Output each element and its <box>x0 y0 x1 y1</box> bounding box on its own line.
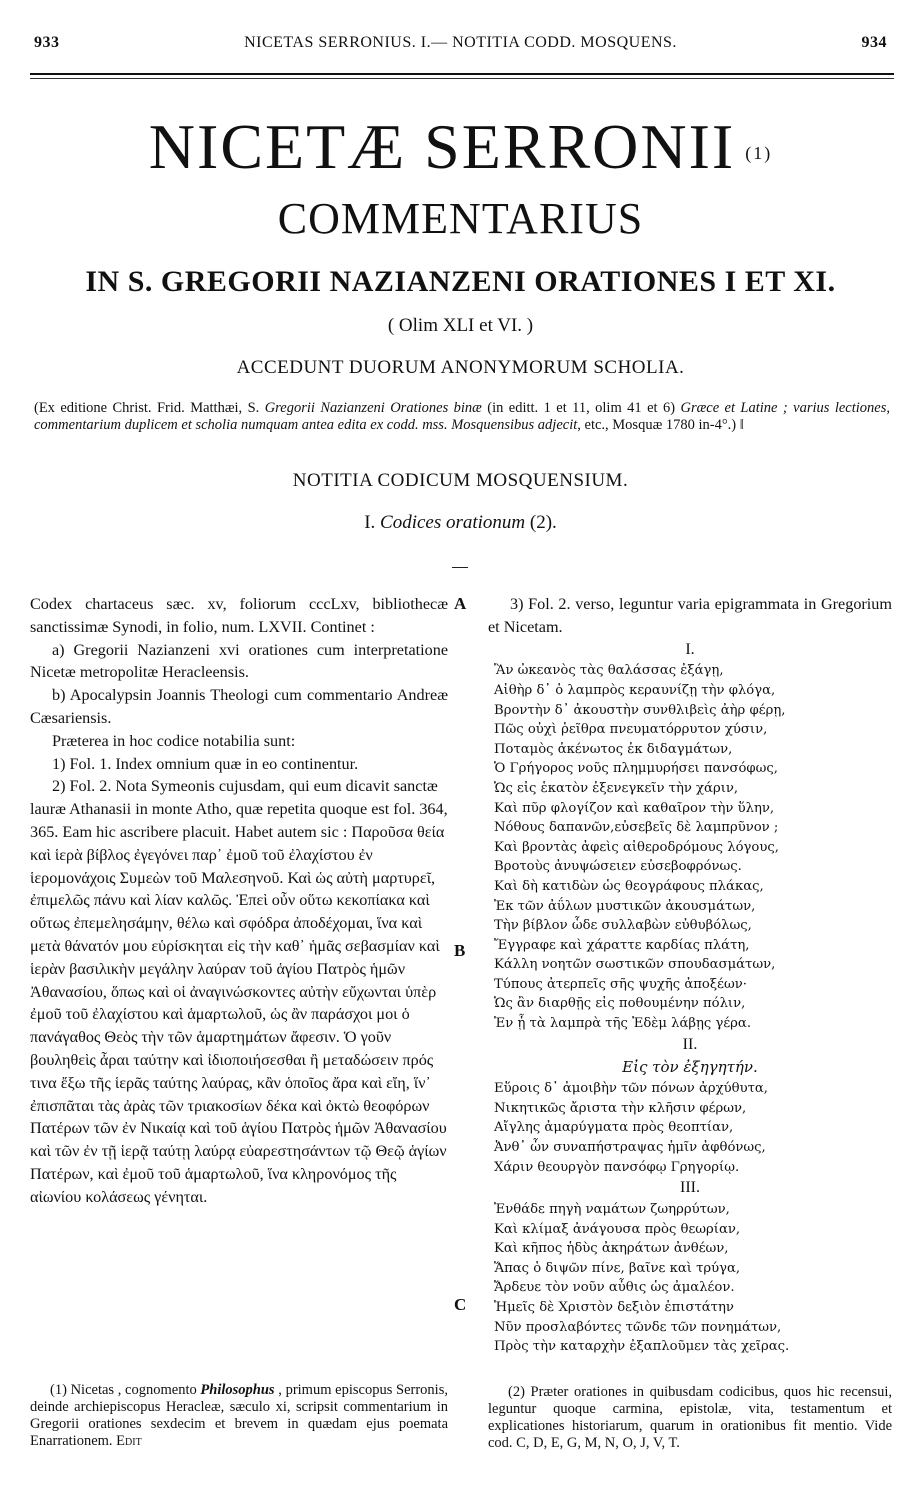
margin-letter-c: C <box>454 1295 467 1314</box>
verse-line: Τύπους ἀτερπεῖς σῆς ψυχῆς ἀποξέων· <box>494 976 747 992</box>
verse-line: Ἐνθάδε πηγὴ ναμάτων ζωηρρύτων, <box>494 1202 730 1218</box>
left-paragraph: 2) Fol. 2. Nota Symeonis cujusdam, qui eum dicavit sanctæ lauræ Athanasii in monte Atho, quæ repetita quoque est fol. 364, 365. Eam hic ascribere placuit. Habet autem sic : Παροῦσα θεία καὶ ἱερὰ βίβλος ἐγεγόνει παρ᾽ ἐμοῦ τοῦ ἐλαχίστου ἐν ἱερομονάχοις Συμεὼν τοῦ Μαλεσηνοῦ. Καὶ ὡς αὐτὴ μαρτυρεῖ, ἐπιμελῶς πάνυ καὶ λίαν καλῶς. Ἐπεὶ οὖν οὕτω κεκοπίακα καὶ οὕτως ἐπεμελησάμην, θέλω καὶ σφόδρα ἀποδέχομαι, ἵνα καὶ μετὰ θάνατόν μου εὑρίσκηται εἰς τὴν καθ᾽ ἡμᾶς σεβασμίαν καὶ ἱερὰν βασιλικὴν μεγάλην λαύραν τοῦ ἁγίου Πατρὸς ἡμῶν Ἀθανασίου, ὅπως καὶ οἱ ἀναγινώσκοντες αὐτὴν εὔχωνται ὑπὲρ ἐμοῦ τοῦ ἐλαχίστου καὶ ἁμαρτωλοῦ, ὡς ἂν παράσχοι μοι ὁ πανάγαθος Θεὸς τὴν τῶν ἁμαρτημάτων ἄφεσιν. Ὁ γοῦν βουληθεὶς ἆραι ταύτην καὶ ἰδιοποιήσεσθαι ἢ μεταδώσειν πρός τινα ἔξω τῆς ἱερᾶς ταύτης λαύρας, κἂν ὁποῖος ἄρα καὶ εἴη, ἵν᾽ ἐπισπᾶται τὰς ἀρὰς τῶν τριακοσίων δέκα καὶ ὀκτὼ θεοφόρων Πατέρων τῶν ἐν Νικαίᾳ καὶ τοῦ ἁγίου Πατρὸς ἡμῶν Ἀθανασίου καὶ τῶν ἐν τῇ ἱερᾷ ταύτῃ λαύρᾳ εὐαρεστησάντων τῷ Θεῷ ἁγίων Πατέρων, καὶ ἐμοῦ τοῦ ἁμαρτωλοῦ, ἵνα κληρονόμος τῆς αἰωνίου κολάσεως γένηται. <box>30 777 448 1206</box>
sub-italic: Codices orationum <box>380 512 526 533</box>
verse-line: Ἡμεῖς δὲ Χριστὸν δεξιὸν ἐπιστάτην <box>494 1300 734 1315</box>
epigram-2 <box>488 1079 892 1177</box>
footnote-2 <box>488 1384 892 1452</box>
notitia-heading: NOTITIA CODICUM MOSQUENSIUM. <box>292 470 629 491</box>
verse-line: Νικητικῶς ἄριστα τὴν κλῆσιν φέρων, <box>494 1100 747 1116</box>
left-paragraph: Præterea in hoc codice notabilia sunt: <box>52 731 296 750</box>
left-paragraph: Codex chartaceus sæc. xv, foliorum cccLxv, bibliothecæ sanctissimæ Synodi, in folio, num. LXVII. Continet : <box>30 595 448 636</box>
verse-line: Πρὸς τὴν καταρχὴν ἐξαπλοῦμεν τὰς χεῖρας. <box>494 1339 790 1355</box>
verse-line: Κάλλη νοητῶν σωστικῶν σπουδασμάτων, <box>494 957 776 973</box>
verse-line: Τὴν βίβλον ὧδε συλλαβὼν εὐθυβόλως, <box>494 918 752 934</box>
verse-line: Ἂν ὠκεανὸς τὰς θαλάσσας ἐξάγῃ, <box>494 663 724 679</box>
page-number-right: 934 <box>861 34 887 51</box>
notitia-subheading <box>0 512 921 534</box>
verse-line: Εὕροις δ᾽ ἀμοιβὴν τῶν πόνων ἀρχύθυτα, <box>494 1081 768 1097</box>
fn1-d: Edit <box>116 1433 142 1449</box>
verse-line: Καὶ δὴ κατιδὼν ὡς θεογράφους πλάκας, <box>494 878 764 894</box>
edition-note <box>34 400 890 434</box>
footnote-ref-1: (1) <box>745 143 773 163</box>
verse-line: Ἅπας ὁ διψῶν πίνε, βαῖνε καὶ τρύγα, <box>494 1260 741 1276</box>
right-intro: 3) Fol. 2. verso, leguntur varia epigrammata in Gregorium et Nicetam. <box>488 595 892 636</box>
epigram-subheading-2: Εἰς τὸν ἐξηγητήν. <box>622 1058 758 1077</box>
page-number-left: 933 <box>34 34 60 51</box>
epigram-heading-1: I. <box>685 640 695 658</box>
verse-line: Ἄρδευε τὸν νοῦν αὖθις ὡς ἀμαλέον. <box>494 1280 735 1296</box>
title-olim: ( Olim XLI et VI. ) <box>387 315 534 336</box>
margin-letter-b: B <box>454 941 466 960</box>
verse-line: Νόθους δαπανῶν,εὐσεβεῖς δὲ λαμπρῦνον ; <box>494 820 779 836</box>
verse-line: Ἐκ τῶν ἀΰλων μυστικῶν ἀκουσμάτων, <box>494 898 756 914</box>
left-column <box>30 593 448 1209</box>
epigram-heading-3: III. <box>680 1179 700 1197</box>
epigram-3 <box>488 1200 892 1357</box>
verse-line: Ὡς ἂν διαρθῇς εἰς ποθουμένην πόλιν, <box>494 996 746 1012</box>
footnote-2-text: (2) Præter orationes in quibusdam codicibus, quos hic recensui, leguntur quoque carmina, epistolæ, vita, testamentum et explicationes historiarum, quarum in orationibus fit mentio. Vide cod. C, D, E, G, M, N, O, J, V, T. <box>488 1384 892 1451</box>
title-subject: IN S. GREGORII NAZIANZENI ORATIONES I ET XI. <box>85 265 836 298</box>
verse-line: Βροντὴν δ᾽ ἀκουστὴν συνθλιβεὶς ἀὴρ φέρῃ, <box>494 702 786 718</box>
verse-line: Ἐν ᾗ τὰ λαμπρὰ τῆς Ἐδὲμ λάβῃς γέρα. <box>494 1016 752 1032</box>
fn1-b: Philosophus <box>200 1382 275 1398</box>
section-dash <box>452 567 468 568</box>
footnote-1 <box>30 1382 448 1450</box>
verse-line: Ὁ Γρήγορος νοῦς πλημμυρήσει πανσόφως, <box>494 761 779 777</box>
verse-line: Καὶ κλίμαξ ἀνάγουσα πρὸς θεωρίαν, <box>494 1221 741 1237</box>
main-title <box>0 112 921 182</box>
verse-line: Καὶ κῆπος ἡδὺς ἀκηράτων ἀνθέων, <box>494 1241 729 1257</box>
left-paragraph: 1) Fol. 1. Index omnium quæ in eo continentur. <box>52 754 359 773</box>
verse-line: Βροτοὺς ἀνυψώσειεν εὐσεβοφρόνως. <box>494 859 742 875</box>
verse-line: Ποταμὸς ἀκένωτος ἐκ διδαγμάτων, <box>494 741 733 757</box>
running-head <box>34 34 887 58</box>
left-paragraph: a) Gregorii Nazianzeni xvi orationes cum interpretatione Nicetæ metropolitæ Heracleensis. <box>30 640 448 682</box>
head-rule-thick <box>30 73 894 75</box>
footnote-1-text <box>30 1382 448 1450</box>
margin-letter-a: A <box>454 594 467 613</box>
verse-line: Ὡς εἰς ἑκατὸν ἐξενεγκεῖν τὴν χάριν, <box>494 780 739 796</box>
sub-suffix: (2). <box>525 512 557 533</box>
sub-prefix: I. <box>364 512 381 533</box>
verse-line: Χάριν θεουργὸν πανσόφῳ Γρηγορίῳ. <box>494 1159 740 1175</box>
verse-line: Καὶ βροντὰς ἀφεὶς αἰθεροδρόμους λόγους, <box>494 839 779 855</box>
edition-part2: Gregorii Nazianzeni Orationes binæ <box>264 400 482 416</box>
edition-part4: Græce et Latine ; varius lectiones, commentarium duplicem et scholia numquam antea edita ex codd. mss. Mosquensibus adjecit <box>34 400 890 433</box>
verse-line: Νῦν προσλαβόντες τῶνδε τῶν πονημάτων, <box>494 1319 782 1335</box>
verse-line: Ἀνθ᾽ ὧν συναπήστραψας ἡμῖν ἀφθόνως, <box>494 1140 766 1156</box>
fn1-c: , primum episcopus Serronis, deinde archiepiscopus Heracleæ, sæculo xi, scripsit commentarium in Gregorii orationes sexdecim et brevem in quædam ejus poemata Enarrationem. <box>30 1382 448 1449</box>
right-column <box>488 593 892 1357</box>
verse-line: Αἴγλης ἀμαρύγματα πρὸς θεοπτίαν, <box>494 1120 734 1136</box>
epigram-1 <box>488 661 892 1033</box>
main-title-text: NICETÆ SERRONII <box>148 111 736 182</box>
head-rule-thin <box>30 78 894 79</box>
verse-line: Πῶς οὐχὶ ῥεῖθρα πνευματόρρυτον χύσιν, <box>494 722 768 738</box>
verse-line: Καὶ πῦρ φλογίζον καὶ καθαῖρον τὴν ὕλην, <box>494 800 775 816</box>
edition-part3: (in editt. 1 et 11, olim 41 et 6) <box>481 400 681 416</box>
verse-line: Αἰθὴρ δ᾽ ὁ λαμπρὸς κεραυνίζῃ τὴν φλόγα, <box>494 682 776 698</box>
edition-part1: (Ex editione Christ. Frid. Matthæi, S. <box>34 400 265 416</box>
verse-line: Ἔγγραφε καὶ χάραττε καρδίας πλάτη, <box>494 937 750 953</box>
epigram-heading-2: II. <box>682 1035 698 1053</box>
edition-part5: , etc., Mosquæ 1780 in-4°.) ‖ <box>577 417 744 433</box>
fn1-a: (1) Nicetas , cognomento <box>50 1382 201 1398</box>
title-commentarius: COMMENTARIUS <box>277 194 644 243</box>
running-title: NICETAS SERRONIUS. I.— NOTITIA CODD. MOSQUENS. <box>244 34 677 51</box>
left-paragraph: b) Apocalypsin Joannis Theologi cum commentario Andreæ Cæsariensis. <box>30 686 448 727</box>
title-accedunt: ACCEDUNT DUORUM ANONYMORUM SCHOLIA. <box>236 357 685 378</box>
